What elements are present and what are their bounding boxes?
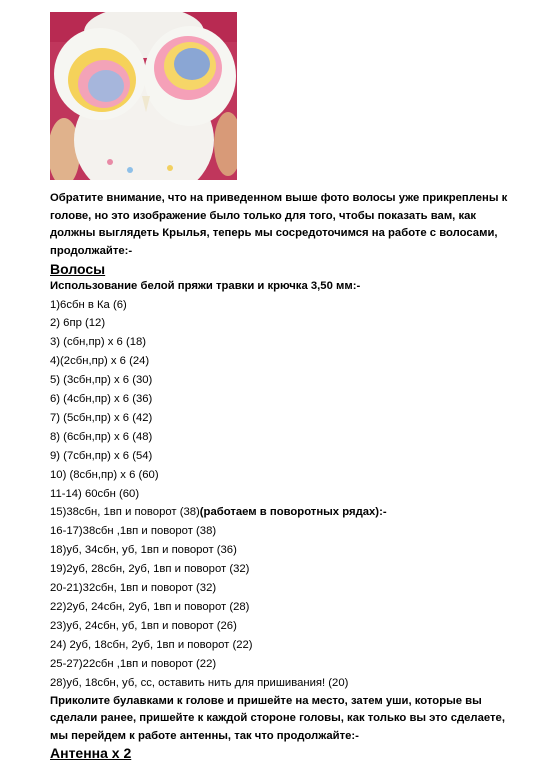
section-title-hair: Волосы bbox=[50, 261, 106, 277]
owl-image bbox=[50, 12, 237, 180]
closing-paragraph: Приколите булавками к голове и пришейте на место, затем уши, которые вы сделали ранее, пришейте к каждой стороне головы, как только вы это сделаете, мы перейдем к работе антенны, так что продолжайте:- bbox=[50, 694, 505, 742]
pattern-row: 6) (4сбн,пр) х 6 (36) bbox=[50, 393, 153, 406]
pattern-row: 19)2уб, 28сбн, 2уб, 1вп и поворот (32) bbox=[50, 563, 250, 576]
pattern-row-15 bbox=[50, 503, 520, 522]
section-title-antenna: Антенна х 2 bbox=[50, 745, 132, 762]
pattern-row: 18)уб, 34сбн, уб, 1вп и поворот (36) bbox=[50, 544, 237, 557]
pattern-row: 7) (5сбн,пр) х 6 (42) bbox=[50, 411, 153, 424]
document-body bbox=[50, 190, 520, 762]
pattern-rows bbox=[50, 296, 520, 693]
pattern-row: 1)6сбн в Ка (6) bbox=[50, 298, 127, 311]
crocheted-owl-photo bbox=[50, 12, 237, 180]
pattern-row: 28)уб, 18сбн, уб, сс, оставить нить для пришивания! (20) bbox=[50, 676, 349, 689]
pattern-row: 16-17)38сбн ,1вп и поворот (38) bbox=[50, 525, 217, 538]
pattern-row: 11-14) 60сбн (60) bbox=[50, 487, 140, 500]
pattern-row: 10) (8сбн,пр) х 6 (60) bbox=[50, 468, 159, 481]
pattern-row: 22)2уб, 24сбн, 2уб, 1вп и поворот (28) bbox=[50, 601, 250, 613]
pattern-row: 23)уб, 24сбн, уб, 1вп и поворот (26) bbox=[50, 619, 237, 632]
row-15-text: 15)38сбн, 1вп и поворот (38) bbox=[50, 506, 200, 519]
pattern-row: 5) (3сбн,пр) х 6 (30) bbox=[50, 374, 153, 387]
pattern-row: 20-21)32сбн, 1вп и поворот (32) bbox=[50, 582, 217, 595]
pattern-row: 3) (сбн,пр) х 6 (18) bbox=[50, 336, 147, 349]
yarn-note: Использование белой пряжи травки и крючка 3,50 мм:- bbox=[50, 280, 361, 292]
pattern-row: 4)(2сбн,пр) х 6 (24) bbox=[50, 355, 150, 368]
pattern-row: 24) 2уб, 18сбн, 2уб, 1вп и поворот (22) bbox=[50, 638, 253, 651]
intro-paragraph: Обратите внимание, что на приведенном выше фото волосы уже прикреплены к голове, но это изображение было только для того, чтобы показать вам, как должны выглядеть Крылья, теперь мы сосредоточимся на работе с волосами, продолжайте:- bbox=[50, 192, 508, 257]
pattern-row: 9) (7сбн,пр) х 6 (54) bbox=[50, 449, 153, 462]
pattern-row: 8) (6сбн,пр) х 6 (48) bbox=[50, 430, 153, 443]
pattern-row: 2) 6пр (12) bbox=[50, 317, 106, 330]
row-15-note: (работаем в поворотных рядах):- bbox=[199, 506, 387, 519]
pattern-row: 25-27)22сбн ,1вп и поворот (22) bbox=[50, 657, 217, 670]
